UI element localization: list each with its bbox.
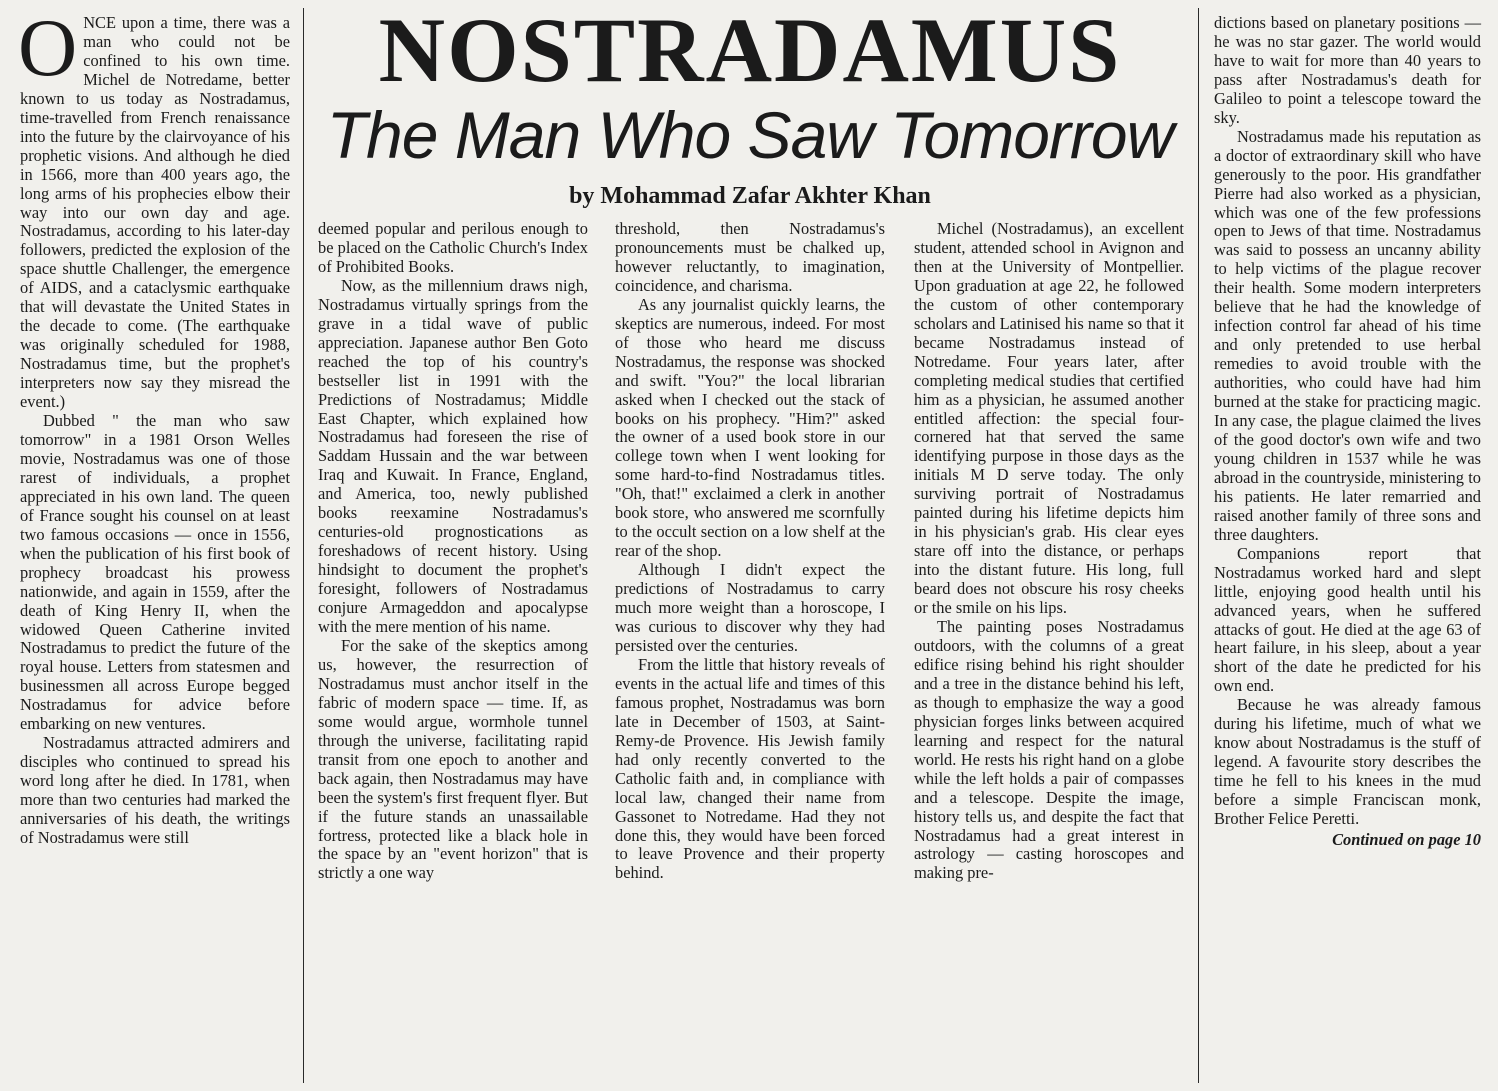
text-column-3 [615, 220, 885, 1088]
paragraph: As any journalist quickly learns, the skeptics are numerous, indeed. For most of those who heard me discuss Nostradamus, the response was shocked and swift. "You?" the local librarian asked when I checked out the stack of books on his prophecy. "Him?" asked the owner of a used book store in our college town when I went looking for some hard-to-find Nostradamus titles. "Oh, that!" exclaimed a clerk in another book store, who answered me scornfully to the occult section on a low shelf at the rear of the shop. [615, 294, 885, 561]
paragraph: dictions based on planetary positions — he was no star gazer. The world would have to wait for more than 40 years to pass after Nostradamus's death for Galileo to point a telescope toward the sky. [1214, 13, 1481, 127]
paragraph: Nostradamus attracted admirers and disciples who continued to spread his word long after he died. In 1781, when more than two centuries had marked the anniversaries of his death, the writings of Nostradamus were still [20, 733, 290, 847]
paragraph: Companions report that Nostradamus worked hard and slept little, enjoying good health until his advanced years, when he suffered attacks of gout. He died at the age 63 of heart failure, in his sleep, about a year short of the date he predicted for his own end. [1214, 543, 1481, 696]
paragraph [18, 2, 290, 412]
article-byline: by Mohammad Zafar Akhter Khan [569, 183, 931, 209]
paragraph: Because he was already famous during his lifetime, much of what we know about Nostradamus is the stuff of legend. A favourite story describes the time he fell to his knees in the mud before a simple Franciscan monk, Brother Felice Peretti. [1214, 695, 1481, 829]
continued-notice: Continued on page 10 [1332, 829, 1481, 849]
drop-cap: O [18, 2, 78, 93]
paragraph: From the little that history reveals of events in the actual life and times of this famous prophet, Nostradamus was born late in December of 1503, at Saint-Remy-de Provence. His Jewish family had only recently converted to the Catholic faith and, in compliance with local law, changed their name from Gassonet to Notredame. Had they not done this, they would have been forced to leave Provence and their property behind. [615, 654, 885, 883]
paragraph: Although I didn't expect the predictions of Nostradamus to carry much more weight than a horoscope, I was curious to discover why they had persisted over the centuries. [615, 560, 885, 655]
article-title: NOSTRADAMUS [378, 0, 1122, 101]
paragraph-text: NCE upon a time, there was a man who could not be confined to his own time. Michel de Notredame, better known to us today as Nostradamus, time-travelled from French renaissance into the future by the clairvoyance of his prophetic visions. And although he died in 1566, more than 400 years ago, the long arms of his prophecies elbow their way into our own day and age. Nostradamus, according to his later-day followers, predicted the explosion of the space shuttle Challenger, the emergence of AIDS, and a cataclysmic earthquake that will devastate the United States in the decade to come. (The earthquake was originally scheduled for 1988, Nostradamus time, but the prophet's interpreters now say they misread the event.) [20, 13, 290, 412]
text-column-4 [914, 220, 1184, 1088]
paragraph: Michel (Nostradamus), an excellent student, attended school in Avignon and then at the University of Montpellier. Upon graduation at age 22, he followed the custom of other contemporary scholars and Latinised his name so that it became Nostradamus instead of Notredame. Four years later, after completing medical studies that certified him as a physician, he assumed another entitled affection: the special four-cornered hat that served the same identifying purpose in those days as the initials M D serve today. The only surviving portrait of Nostradamus painted during his lifetime depicts him in his physician's grab. His clear eyes stare off into the distance, or perhaps into the distant future. His long, full beard does not obscure his rosy cheeks or the smile on his lips. [914, 219, 1184, 618]
paragraph: The painting poses Nostradamus outdoors, with the columns of a great edifice rising behind his right shoulder and a tree in the distance behind his left, as though to emphasize the way a good physician forges links between acquired learning and respect for the natural world. He rests his right hand on a globe while the left holds a pair of compasses and a telescope. Despite the image, history tells us, and despite the fact that Nostradamus had a great interest in astrology — casting horoscopes and making pre- [914, 617, 1184, 883]
paragraph: Dubbed " the man who saw tomorrow" in a 1981 Orson Welles movie, Nostradamus was one of those rarest of individuals, a prophet appreciated in his own land. The queen of France sought his counsel on at least two famous occasions — once in 1556, when the publication of his first book of prophecy broadcast his prowess nationwide, and again in 1559, after the death of King Henry II, when the widowed Queen Catherine invited Nostradamus to predict the future of the royal house. Letters from statesmen and businessmen all across Europe begged Nostradamus for advice before embarking on new ventures. [20, 411, 290, 734]
paragraph: Nostradamus made his reputation as a doctor of extraordinary skill who have generously to the poor. His grandfather Pierre had also worked as a physician, which was one of the few professions open to Jews of that time. Nostradamus was said to possess an uncanny ability to help victims of the plague recover their health. Some modern interpreters believe that he had the knowledge of infection control far ahead of his time and only pretended to use herbal remedies to avoid trouble with the authorities, who could have had him burned at the stake for practicing magic. In any case, the plague claimed the lives of the good doctor's own wife and two young children in 1537 while he was abroad in the countryside, ministering to his patients. He later remarried and raised another family of three sons and three daughters. [1214, 126, 1481, 544]
paragraph: deemed popular and perilous enough to be placed on the Catholic Church's Index of Prohibited Books. [318, 219, 588, 276]
text-column-5 [1214, 14, 1481, 1089]
article-header [300, 0, 1200, 210]
paragraph: For the sake of the skeptics among us, however, the resurrection of Nostradamus must anchor itself in the fabric of modern space — time. If, as some would argue, wormhole tunnel through the universe, facilitating rapid transit from one epoch to another and back again, then Nostradamus may have been the system's first frequent flyer. But if the future stands an unassailable fortress, protected like a black hole in the space by an "event horizon" that is strictly a one way [318, 635, 588, 883]
paragraph: threshold, then Nostradamus's pronouncements must be chalked up, however reluctantly, to imagination, coincidence, and charisma. [615, 219, 885, 295]
text-column-1 [18, 2, 290, 1089]
article-subtitle: The Man Who Saw Tomorrow [326, 98, 1174, 172]
paragraph: Now, as the millennium draws nigh, Nostradamus virtually springs from the grave in a tidal wave of public appreciation. Japanese author Ben Goto reached the top of his country's bestseller list in 1991 with the Predictions of Nostradamus; Middle East Chapter, which explained how Nostradamus had foreseen the rise of Saddam Hussain and the war between Iraq and Kuwait. In France, England, and America, too, newly published books reexamine Nostradamus's centuries-old prognostications as foreshadows of recent history. Using hindsight to document the prophet's foresight, followers of Nostradamus conjure Armageddon and apocalypse with the mere mention of his name. [318, 275, 588, 637]
text-column-2 [318, 220, 588, 1088]
